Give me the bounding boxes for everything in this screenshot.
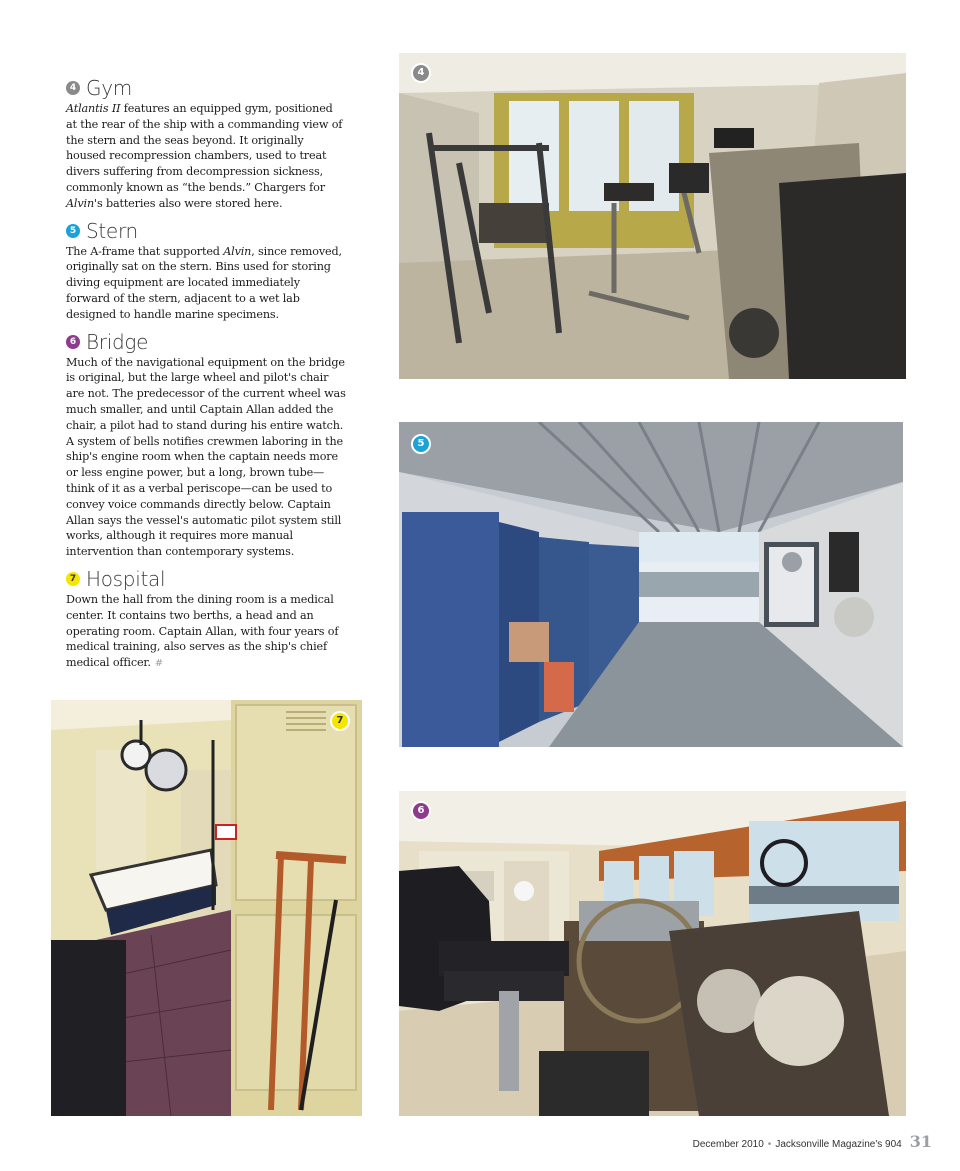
gym-photo (399, 53, 906, 379)
section-title: Bridge (86, 329, 149, 354)
page-footer (693, 1132, 932, 1151)
end-of-article-mark: # (154, 658, 164, 670)
section-number-badge: 4 (66, 81, 80, 95)
section-body: Down the hall from the dining room is a medical center. It contains two berths, a head and an operating room. Captain Allan, with four years of medical training, also serves as the ship's chief medical officer. # (66, 592, 339, 670)
photo-number-badge: 6 (411, 801, 431, 821)
separator-dot: • (767, 1139, 772, 1150)
section-stern (66, 219, 346, 323)
section-title: Hospital (86, 566, 166, 591)
publication-name: Jacksonville Magazine's 904 (775, 1139, 902, 1150)
section-title: Stern (86, 218, 138, 243)
bridge-photo (399, 791, 906, 1116)
section-gym (66, 76, 346, 212)
photo-number-badge: 7 (330, 711, 350, 731)
photo-number-badge: 5 (411, 434, 431, 454)
section-number-badge: 6 (66, 335, 80, 349)
section-number-badge: 7 (66, 572, 80, 586)
page-number: 31 (909, 1132, 932, 1151)
stern-photo (399, 422, 903, 747)
section-body: The A-frame that supported Alvin, since removed, originally sat on the stern. Bins used for storing diving equipment are located immediately forward of the stern, adjacent to a wet lab designed to handle marine specimens. (66, 244, 342, 321)
issue-date: December 2010 (692, 1139, 764, 1150)
section-bridge (66, 330, 346, 560)
section-body: Much of the navigational equipment on the bridge is original, but the large wheel and pilot's chair are not. The predecessor of the current wheel was much smaller, and until Captain Allan added the chair, a pilot had to stand during his entire watch. A system of bells notifies crewmen laboring in the ship's engine room when the captain needs more or less engine power, but a long, brown tube—think of it as a verbal periscope—can be used to convey voice commands directly below. Captain Allan says the vessel's automatic pilot system still works, although it requires more manual intervention than contemporary systems. (66, 355, 346, 559)
section-title: Gym (86, 76, 132, 100)
section-body: Atlantis II features an equipped gym, positioned at the rear of the ship with a commanding view of the stern and the seas beyond. It originally housed recompression chambers, used to treat divers suffering from decompression sickness, commonly known as “the bends.” Chargers for Alvin's batteries also were stored here. (66, 102, 343, 210)
photo-number-badge: 4 (411, 63, 431, 83)
section-hospital (66, 567, 346, 672)
article-text-column (66, 76, 346, 679)
section-number-badge: 5 (66, 224, 80, 238)
hospital-photo (51, 700, 362, 1116)
